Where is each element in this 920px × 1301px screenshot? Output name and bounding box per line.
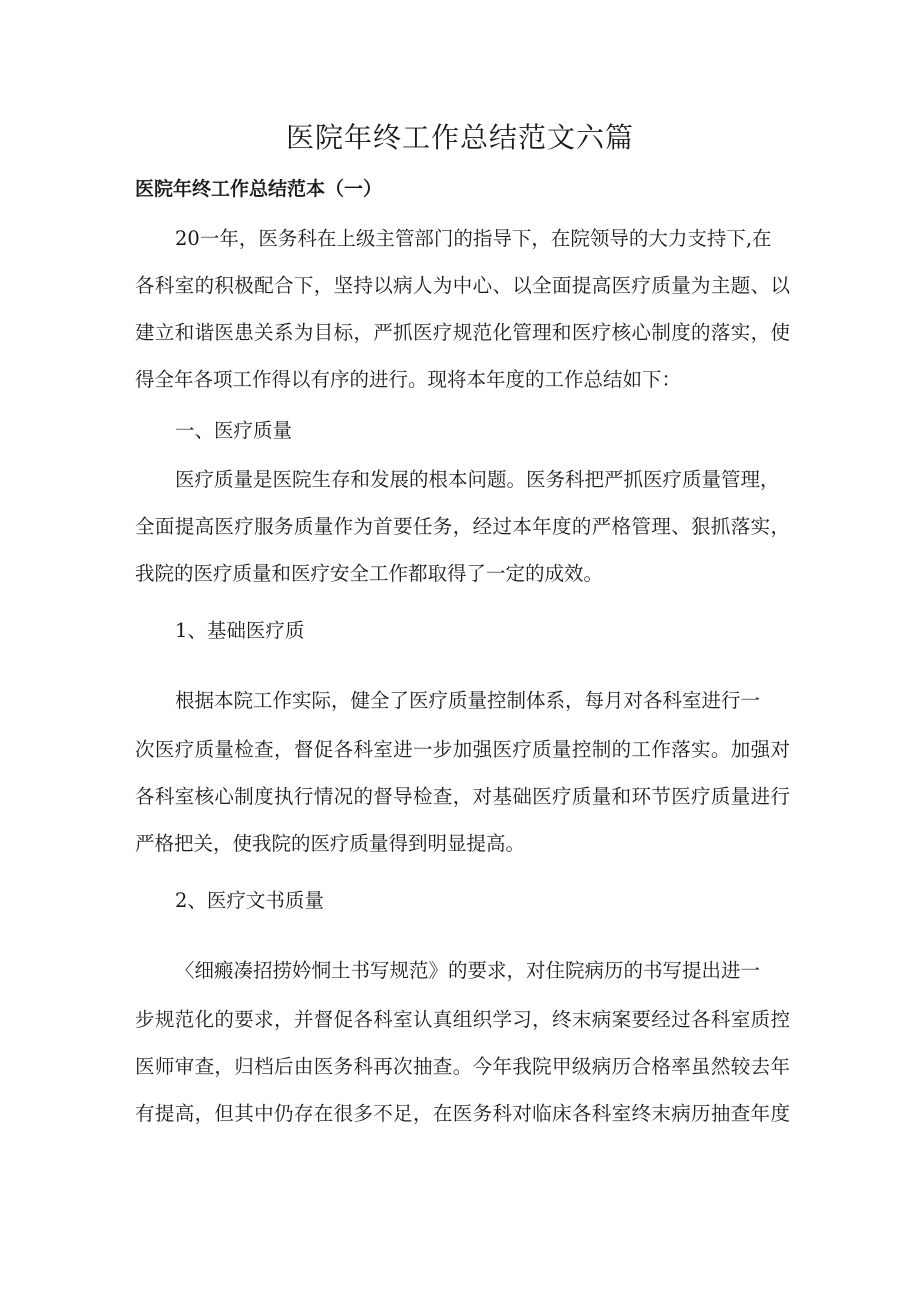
paragraph-line: 医疗质量是医院生存和发展的根本问题。医务科把严抓医疗质量管理， xyxy=(175,468,780,491)
paragraph-line: 建立和谐医患关系为目标，严抓医疗规范化管理和医疗核心制度的落实，使 xyxy=(135,321,790,344)
section-heading: 一、医疗质量 xyxy=(175,419,293,442)
paragraph-line: 有提高，但其中仍存在很多不足，在医务科对临床各科室终末病历抽查年度 xyxy=(135,1102,790,1125)
section-heading: 2、医疗文书质量 xyxy=(175,889,324,912)
paragraph-line: 根据本院工作实际，健全了医疗质量控制体系，每月对各科室进行一 xyxy=(175,689,761,712)
document-title: 医院年终工作总结范文六篇 xyxy=(285,121,634,154)
section-heading: 医院年终工作总结范本（一） xyxy=(135,178,383,200)
paragraph-line: 医师审查，归档后由医务科再次抽查。今年我院甲级病历合格率虽然较去年 xyxy=(135,1055,790,1078)
paragraph-line: 得全年各项工作得以有序的进行。现将本年度的工作总结如下： xyxy=(135,368,682,391)
paragraph-line: 20一年，医务科在上级主管部门的指导下，在院领导的大力支持下,在 xyxy=(175,227,772,250)
section-heading: 1、基础医疗质 xyxy=(175,619,305,642)
paragraph-line: 我院的医疗质量和医疗安全工作都取得了一定的成效。 xyxy=(135,562,604,585)
paragraph-line: 严格把关，使我院的医疗质量得到明显提高。 xyxy=(135,832,526,855)
paragraph-line: 全面提高医疗服务质量作为首要任务，经过本年度的严格管理、狠抓落实， xyxy=(135,515,790,538)
paragraph-line: 各科室的积极配合下，坚持以病人为中心、以全面提高医疗质量为主题、以 xyxy=(135,274,790,297)
paragraph-line: 各科室核心制度执行情况的督导检查，对基础医疗质量和环节医疗质量进行 xyxy=(135,785,790,808)
paragraph-line: 步规范化的要求，并督促各科室认真组织学习，终末病案要经过各科室质控 xyxy=(135,1008,790,1031)
paragraph-line: 次医疗质量检查，督促各科室进一步加强医疗质量控制的工作落实。加强对 xyxy=(135,738,790,761)
paragraph-line: 〈细瘢凑招捞妗恫土书写规范》的要求，对住院病历的书写提出进一 xyxy=(175,959,761,982)
